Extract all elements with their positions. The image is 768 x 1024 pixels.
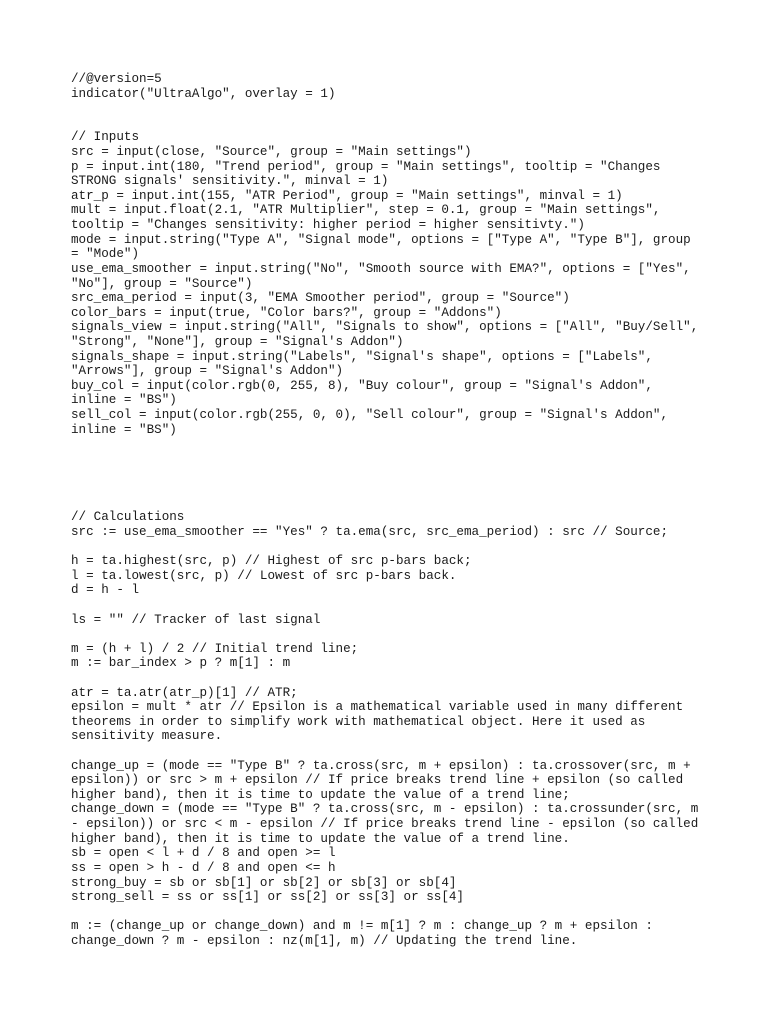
code-line: strong_sell = ss or ss[1] or ss[2] or ss[3] or ss[4] [71,890,464,905]
code-line: mode = input.string("Type A", "Signal mode", options = ["Type A", "Type B"], group [71,232,691,247]
code-line: d = h - l [71,583,140,598]
code-line: indicator("UltraAlgo", overlay = 1) [71,86,336,101]
code-line: use_ema_smoother = input.string("No", "Smooth source with EMA?", options = ["Yes", [71,261,691,276]
code-line [71,598,711,613]
code-line: // Calculations [71,510,185,525]
code-line: buy_col = input(color.rgb(0, 255, 8), "Buy colour", group = "Signal's Addon", [71,378,653,393]
code-line: theorems in order to simplify work with mathematical object. Here it used as [71,714,646,729]
code-line: sensitivity measure. [71,729,223,744]
code-line [71,744,711,759]
code-line: signals_view = input.string("All", "Signals to show", options = ["All", "Buy/Sell", [71,320,699,335]
code-line: src = input(close, "Source", group = "Main settings") [71,145,472,160]
code-line: epsilon)) or src > m + epsilon // If price breaks trend line + epsilon (so called [71,773,684,788]
code-line: src_ema_period = input(3, "EMA Smoother period", group = "Source") [71,291,570,306]
code-line: higher band), then it is time to update the value of a trend line. [71,831,570,846]
code-line [71,627,711,642]
code-line: - epsilon)) or src < m - epsilon // If price breaks trend line - epsilon (so called [71,817,699,832]
code-line: l = ta.lowest(src, p) // Lowest of src p-bars back. [71,568,457,583]
code-line [71,540,711,555]
code-line: m := bar_index > p ? m[1] : m [71,656,291,671]
code-line: m = (h + l) / 2 // Initial trend line; [71,641,359,656]
code-line: = "Mode") [71,247,140,262]
code-line: sb = open < l + d / 8 and open >= l [71,846,336,861]
code-line: change_down ? m - epsilon : nz(m[1], m) // Updating the trend line. [71,933,578,948]
code-line: "Strong", "None"], group = "Signal's Addon") [71,334,404,349]
code-line [71,437,711,452]
code-line: sell_col = input(color.rgb(255, 0, 0), "Sell colour", group = "Signal's Addon", [71,408,669,423]
code-line: signals_shape = input.string("Labels", "Signal's shape", options = ["Labels", [71,349,653,364]
code-line: src := use_ema_smoother == "Yes" ? ta.ema(src, src_ema_period) : src // Source; [71,524,669,539]
code-line: m := (change_up or change_down) and m != m[1] ? m : change_up ? m + epsilon : [71,919,653,934]
code-line: atr_p = input.int(155, "ATR Period", group = "Main settings", minval = 1) [71,188,623,203]
code-line: tooltip = "Changes sensitivity: higher period = higher sensitivty.") [71,218,585,233]
code-line: strong_buy = sb or sb[1] or sb[2] or sb[3] or sb[4] [71,875,457,890]
code-line: inline = "BS") [71,422,177,437]
code-line: ss = open > h - d / 8 and open <= h [71,860,336,875]
code-line [71,116,711,131]
code-line: h = ta.highest(src, p) // Highest of src p-bars back; [71,554,472,569]
code-line: p = input.int(180, "Trend period", group = "Main settings", tooltip = "Changes [71,159,661,174]
code-line: color_bars = input(true, "Color bars?", group = "Addons") [71,305,502,320]
code-line: mult = input.float(2.1, "ATR Multiplier", step = 0.1, group = "Main settings", [71,203,661,218]
code-line: //@version=5 [71,72,162,86]
code-line: higher band), then it is time to update the value of a trend line; [71,787,570,802]
code-line [71,101,711,116]
code-line: change_down = (mode == "Type B" ? ta.cross(src, m - epsilon) : ta.crossunder(src, m [71,802,699,817]
code-line: inline = "BS") [71,393,177,408]
code-line: // Inputs [71,130,140,145]
code-listing [71,72,711,949]
code-line [71,671,711,686]
code-line [71,496,711,511]
code-line [71,466,711,481]
code-line: STRONG signals' sensitivity.", minval = 1) [71,174,389,189]
code-line: ls = "" // Tracker of last signal [71,612,321,627]
code-line [71,452,711,467]
code-line: change_up = (mode == "Type B" ? ta.cross(src, m + epsilon) : ta.crossover(src, m + [71,758,691,773]
code-line: "No"], group = "Source") [71,276,253,291]
code-line [71,481,711,496]
code-line [71,905,711,920]
code-line: epsilon = mult * atr // Epsilon is a mathematical variable used in many different [71,700,684,715]
code-line: atr = ta.atr(atr_p)[1] // ATR; [71,685,298,700]
code-line: "Arrows"], group = "Signal's Addon") [71,364,344,379]
